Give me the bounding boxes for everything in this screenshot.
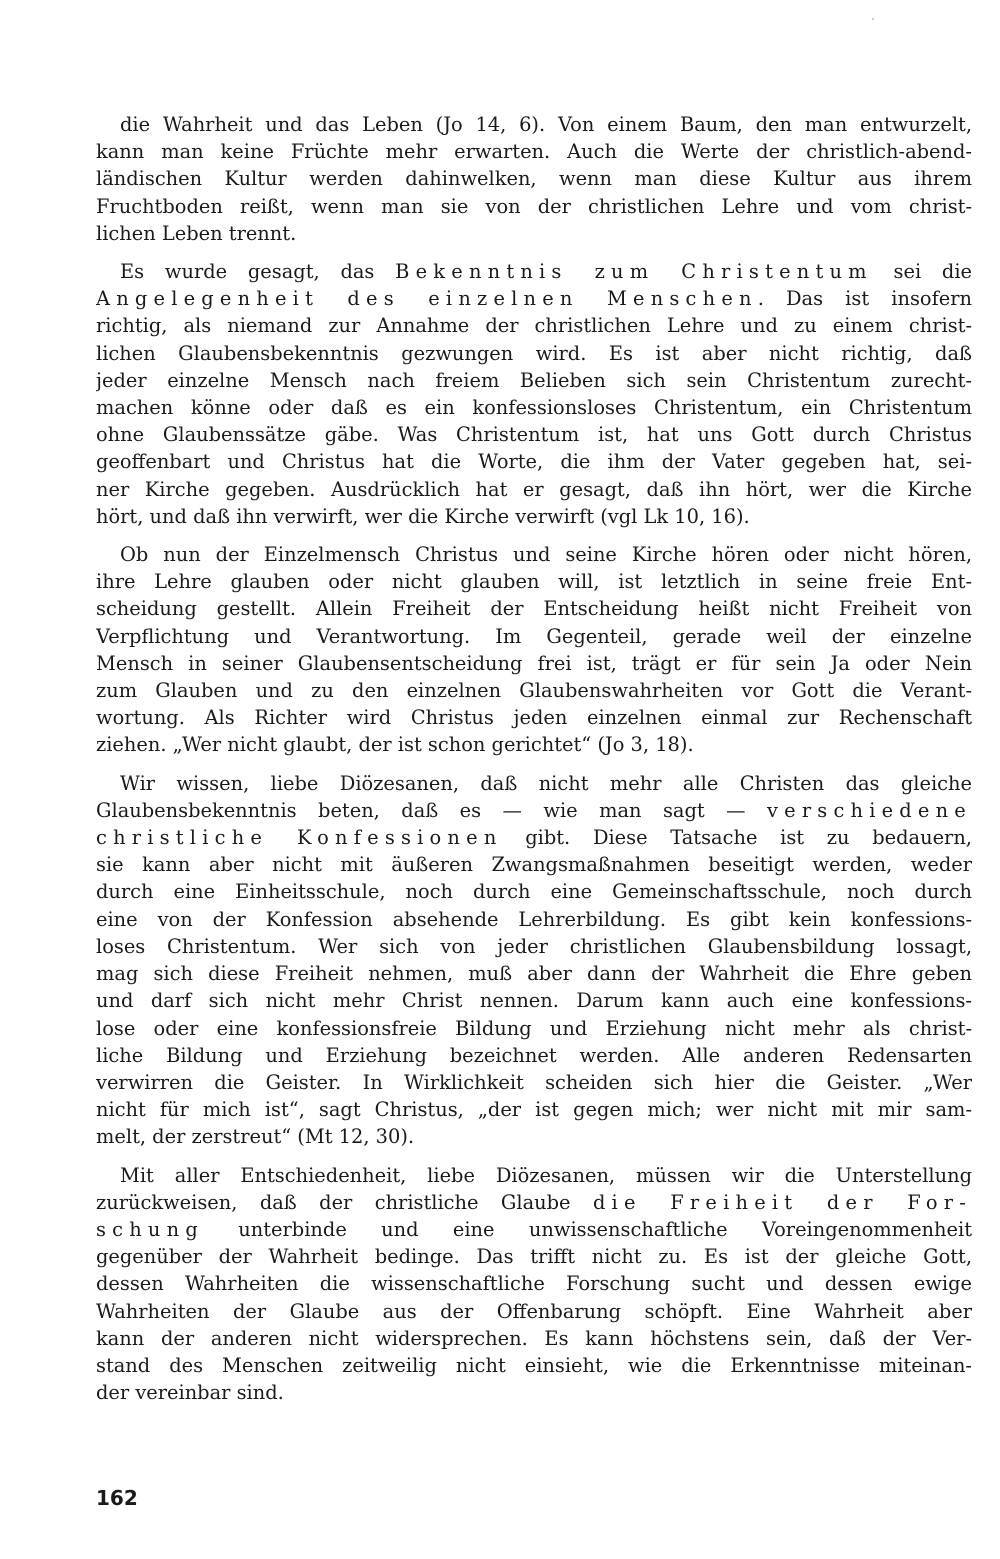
- text-line: ziehen. „Wer nicht glaubt, der ist schon gerichtet“ (Jo 3, 18).: [96, 733, 694, 757]
- spaced-emphasis: Angelegenheit des einzelnen Menschen: [96, 287, 758, 311]
- text-line: Glaubensbekenntnis beten, daß es — wie man sagt — verschiedene: [96, 798, 972, 822]
- text-line: Fruchtboden reißt, wenn man sie von der christlichen Lehre und vom christ-: [96, 194, 972, 218]
- text-line: und darf sich nicht mehr Christ nennen. Darum kann auch eine konfessions-: [96, 989, 972, 1013]
- paragraph: [96, 258, 972, 530]
- text-line: wortung. Als Richter wird Christus jeden einzelnen einmal zur Rechenschaft: [96, 706, 972, 730]
- spaced-emphasis: verschiedene: [766, 798, 972, 822]
- text-line: dessen Wahrheiten die wissenschaftliche Forschung sucht und dessen ewige: [96, 1272, 972, 1296]
- text-line: Es wurde gesagt, das Bekenntnis zum Christentum sei die: [120, 260, 972, 284]
- text-line: machen könne oder daß es ein konfessionsloses Christentum, ein Christentum: [96, 396, 972, 420]
- text-line: Angelegenheit des einzelnen Menschen. Das ist insofern: [96, 287, 972, 311]
- text-line: Mensch in seiner Glaubensentscheidung frei ist, trägt er für sein Ja oder Nein: [96, 651, 972, 675]
- text-line: eine von der Konfession absehende Lehrerbildung. Es gibt kein konfessions-: [96, 907, 972, 931]
- text-line: Mit aller Entschiedenheit, liebe Diözesanen, müssen wir die Unterstellung: [120, 1163, 972, 1187]
- text-line: loses Christentum. Wer sich von jeder christlichen Glaubensbildung lossagt,: [96, 934, 972, 958]
- text-line: die Wahrheit und das Leben (Jo 14, 6). Von einem Baum, den man entwurzelt,: [120, 113, 972, 136]
- text-line: stand des Menschen zeitweilig nicht einsieht, wie die Erkenntnisse miteinan-: [96, 1353, 972, 1377]
- paragraph: [96, 1162, 972, 1407]
- text-line: Wahrheiten der Glaube aus der Offenbarung schöpft. Eine Wahrheit aber: [96, 1299, 972, 1323]
- scan-speck: [872, 18, 874, 20]
- text-line: lichen Glaubensbekenntnis gezwungen wird. Es ist aber nicht richtig, daß: [96, 341, 972, 365]
- text-line: verwirren die Geister. In Wirklichkeit scheiden sich hier die Geister. „Wer: [96, 1070, 972, 1094]
- text-line: jeder einzelne Mensch nach freiem Belieben sich sein Christentum zurecht-: [96, 368, 972, 392]
- text-line: ihre Lehre glauben oder nicht glauben will, ist letztlich in seine freie Ent-: [96, 570, 972, 594]
- text-line: zurückweisen, daß der christliche Glaube die Freiheit der For-: [96, 1190, 972, 1214]
- text-line: der vereinbar sind.: [96, 1381, 284, 1405]
- text-line: gegenüber der Wahrheit bedinge. Das trifft nicht zu. Es ist der gleiche Gott,: [96, 1245, 972, 1269]
- text-line: ner Kirche gegeben. Ausdrücklich hat er gesagt, daß ihn hört, wer die Kirche: [96, 477, 972, 501]
- page-number: 162: [96, 1486, 138, 1510]
- text-line: Wir wissen, liebe Diözesanen, daß nicht mehr alle Christen das gleiche: [120, 771, 972, 795]
- text-line: lichen Leben trennt.: [96, 221, 297, 245]
- text-line: hört, und daß ihn verwirft, wer die Kirche verwirft (vgl Lk 10, 16).: [96, 504, 750, 528]
- text-line: kann man keine Früchte mehr erwarten. Auch die Werte der christlich-abend-: [96, 140, 972, 164]
- text-line: richtig, als niemand zur Annahme der christlichen Lehre und zu einem christ-: [96, 314, 972, 338]
- text-line: ländischen Kultur werden dahinwelken, wenn man diese Kultur aus ihrem: [96, 167, 972, 191]
- paragraph: [96, 111, 972, 247]
- text-line: geoffenbart und Christus hat die Worte, die ihm der Vater gegeben hat, sei-: [96, 450, 972, 474]
- text-line: ohne Glaubenssätze gäbe. Was Christentum ist, hat uns Gott durch Christus: [96, 423, 972, 447]
- text-line: scheidung gestellt. Allein Freiheit der Entscheidung heißt nicht Freiheit von: [96, 597, 972, 621]
- text-line: durch eine Einheitsschule, noch durch eine Gemeinschaftsschule, noch durch: [96, 880, 972, 904]
- text-line: liche Bildung und Erziehung bezeichnet werden. Alle anderen Redensarten: [96, 1043, 972, 1067]
- text-line: Verpflichtung und Verantwortung. Im Gegenteil, gerade weil der einzelne: [96, 624, 972, 648]
- text-line: sie kann aber nicht mit äußeren Zwangsmaßnahmen beseitigt werden, weder: [96, 853, 972, 877]
- text-line: Ob nun der Einzelmensch Christus und seine Kirche hören oder nicht hören,: [120, 543, 972, 567]
- text-line: nicht für mich ist“, sagt Christus, „der ist gegen mich; wer nicht mit mir sam-: [96, 1098, 972, 1122]
- text-line: lose oder eine konfessionsfreie Bildung und Erziehung nicht mehr als christ-: [96, 1016, 972, 1040]
- text-line: melt, der zerstreut“ (Mt 12, 30).: [96, 1125, 415, 1149]
- text-line: zum Glauben und zu den einzelnen Glaubenswahrheiten vor Gott die Verant-: [96, 679, 972, 703]
- body-text: [96, 111, 972, 1417]
- spaced-emphasis: die Freiheit der For-: [592, 1190, 972, 1214]
- spaced-emphasis: christliche Konfessionen: [96, 826, 503, 850]
- text-line: schung unterbinde und eine unwissenschaftliche Voreingenommenheit: [96, 1217, 972, 1241]
- text-line: christliche Konfessionen gibt. Diese Tatsache ist zu bedauern,: [96, 826, 972, 850]
- paragraph: [96, 541, 972, 759]
- text-line: kann der anderen nicht widersprechen. Es kann höchstens sein, daß der Ver-: [96, 1326, 972, 1350]
- paragraph: [96, 770, 972, 1151]
- spaced-emphasis: schung: [96, 1217, 204, 1241]
- spaced-emphasis: Bekenntnis zum Christentum: [395, 260, 873, 284]
- text-line: mag sich diese Freiheit nehmen, muß aber dann der Wahrheit die Ehre geben: [96, 962, 972, 986]
